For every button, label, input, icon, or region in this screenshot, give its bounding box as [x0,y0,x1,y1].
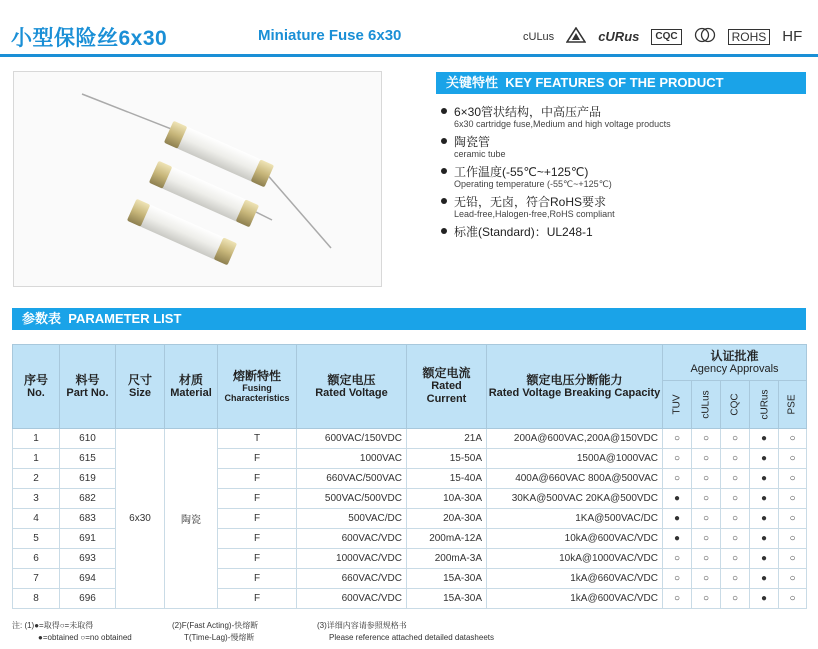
cell-no: 8 [13,589,60,609]
key-features-title-cn: 关键特性 [446,75,499,90]
header-size: 尺寸 Size [116,345,165,429]
cell-rated-voltage: 500VAC/500VDC [297,489,407,509]
parameter-list-header [12,308,806,330]
cell-rated-current: 15-40A [407,469,487,489]
parameter-list-title-cn: 参数表 [22,311,62,326]
bullet-icon [441,198,447,204]
cell-breaking-capacity: 1kA@600VAC/VDC [487,589,663,609]
cell-approval-pse: ○ [779,549,807,569]
cell-rated-current: 15A-30A [407,589,487,609]
cell-approval-culus: ○ [692,569,721,589]
cell-approval-curus: ● [750,489,779,509]
cell-no: 1 [13,429,60,449]
cell-no: 6 [13,549,60,569]
cell-approval-cqc: ○ [721,589,750,609]
list-item [441,195,801,220]
cell-rated-current: 21A [407,429,487,449]
list-item [441,105,801,130]
cell-part-no: 619 [60,469,116,489]
header-material: 材质 Material [165,345,218,429]
list-item [441,225,801,239]
cell-breaking-capacity: 10kA@1000VAC/VDC [487,549,663,569]
cell-approval-curus: ● [750,509,779,529]
tuv-logo [566,27,586,46]
cell-approval-tuv: ○ [663,469,692,489]
cell-material: 陶瓷 [165,429,218,609]
cell-part-no: 615 [60,449,116,469]
cell-approval-cqc: ○ [721,449,750,469]
cell-approval-curus: ● [750,529,779,549]
cell-approval-cqc: ○ [721,569,750,589]
feature-en: Lead-free,Halogen-free,RoHS compliant [454,209,615,219]
header-agency-curus: cURus [750,381,779,429]
feature-en: Operating temperature (-55℃~+125℃) [454,179,612,189]
cell-rated-current: 10A-30A [407,489,487,509]
cell-approval-cqc: ○ [721,469,750,489]
cell-approval-tuv: ○ [663,449,692,469]
cell-rated-voltage: 600VAC/VDC [297,589,407,609]
cell-breaking-capacity: 30KA@500VAC 20KA@500VDC [487,489,663,509]
cell-no: 1 [13,449,60,469]
cell-fusing: F [218,529,297,549]
cell-part-no: 683 [60,509,116,529]
cell-approval-pse: ○ [779,469,807,489]
cell-no: 3 [13,489,60,509]
cell-approval-tuv: ● [663,529,692,549]
cell-approval-pse: ○ [779,589,807,609]
bullet-icon [441,228,447,234]
feature-en: 6x30 cartridge fuse,Medium and high voltage products [454,119,671,129]
header-agency-culus: cULus [692,381,721,429]
cell-approval-pse: ○ [779,429,807,449]
header-divider [0,54,818,57]
feature-cn: 工作温度(-55℃~+125℃) [454,165,589,179]
cell-fusing: F [218,549,297,569]
list-item [441,165,801,190]
cell-rated-voltage: 600VAC/VDC [297,529,407,549]
parameter-table [12,344,807,609]
cell-approval-pse: ○ [779,509,807,529]
cell-approval-curus: ● [750,449,779,469]
note-1-cn: 注: (1)●=取得○=未取得 [12,621,94,630]
feature-cn: 无铅，无卤，符合RoHS要求 [454,195,607,209]
cell-rated-voltage: 1000VAC [297,449,407,469]
pse-logo [694,27,716,46]
cell-approval-culus: ○ [692,589,721,609]
cell-approval-cqc: ○ [721,529,750,549]
cell-approval-curus: ● [750,429,779,449]
cell-approval-pse: ○ [779,569,807,589]
note-3-en: Please reference attached detailed datasheets [329,633,495,642]
cell-part-no: 682 [60,489,116,509]
header-agency-pse: PSE [779,381,807,429]
cell-part-no: 694 [60,569,116,589]
rohs-logo: ROHS [728,29,771,45]
cell-approval-tuv: ○ [663,589,692,609]
cell-breaking-capacity: 200A@600VAC,200A@150VDC [487,429,663,449]
key-features-header [436,72,806,94]
list-item [441,135,801,160]
cell-rated-current: 200mA-3A [407,549,487,569]
cell-approval-curus: ● [750,469,779,489]
page-title-cn: 小型保险丝6x30 [11,27,168,50]
cell-approval-cqc: ○ [721,509,750,529]
cell-rated-current: 20A-30A [407,509,487,529]
cell-fusing: F [218,469,297,489]
cell-breaking-capacity: 1kA@660VAC/VDC [487,569,663,589]
cell-rated-voltage: 660VAC/500VAC [297,469,407,489]
cell-rated-current: 15-50A [407,449,487,469]
header-rated-voltage: 额定电压 Rated Voltage [297,345,407,429]
header-fusing: 熔断特性 Fusing Characteristics [218,345,297,429]
cell-approval-culus: ○ [692,489,721,509]
cell-approval-curus: ● [750,589,779,609]
cell-approval-curus: ● [750,549,779,569]
note-1-en: ●=obtained ○=no obtained [38,633,132,642]
cell-rated-voltage: 660VAC/VDC [297,569,407,589]
feature-cn: 标准(Standard)：UL248-1 [454,225,593,239]
cell-approval-culus: ○ [692,549,721,569]
cell-no: 7 [13,569,60,589]
cell-approval-tuv: ● [663,489,692,509]
header-no: 序号 No. [13,345,60,429]
header-agency-approvals: 认证批准 Agency Approvals [663,345,807,381]
certification-logos [523,27,802,46]
parameter-list-title-en: PARAMETER LIST [68,311,182,326]
cell-approval-pse: ○ [779,449,807,469]
cell-rated-current: 15A-30A [407,569,487,589]
cell-rated-current: 200mA-12A [407,529,487,549]
cell-approval-cqc: ○ [721,429,750,449]
bullet-icon [441,108,447,114]
cell-size: 6x30 [116,429,165,609]
cell-approval-tuv: ● [663,509,692,529]
header-part-no: 料号 Part No. [60,345,116,429]
cell-approval-tuv: ○ [663,569,692,589]
cell-breaking-capacity: 400A@660VAC 800A@500VAC [487,469,663,489]
cell-approval-tuv: ○ [663,549,692,569]
feature-cn: 6×30管状结构，中高压产品 [454,105,602,119]
culus-logo: cULus [523,30,555,43]
page-title-en: Miniature Fuse 6x30 [258,27,402,44]
cell-part-no: 610 [60,429,116,449]
cell-part-no: 693 [60,549,116,569]
cell-approval-tuv: ○ [663,429,692,449]
cell-approval-curus: ● [750,569,779,589]
cell-approval-culus: ○ [692,469,721,489]
cell-breaking-capacity: 1KA@500VAC/DC [487,509,663,529]
cell-rated-voltage: 1000VAC/VDC [297,549,407,569]
cell-part-no: 691 [60,529,116,549]
cell-fusing: F [218,569,297,589]
cell-approval-cqc: ○ [721,549,750,569]
curus-logo: cURus [598,29,640,44]
cell-no: 2 [13,469,60,489]
feature-en: ceramic tube [454,149,506,159]
table-row [13,429,807,449]
bullet-icon [441,168,447,174]
product-photo [13,71,382,287]
note-2-cn: (2)F(Fast Acting)-快熔断 [172,621,259,630]
cell-approval-culus: ○ [692,449,721,469]
cell-approval-culus: ○ [692,529,721,549]
cell-no: 5 [13,529,60,549]
cell-fusing: F [218,509,297,529]
bullet-icon [441,138,447,144]
feature-cn: 陶瓷管 [454,135,491,149]
key-features-list [441,105,801,244]
cell-part-no: 696 [60,589,116,609]
cell-rated-voltage: 500VAC/DC [297,509,407,529]
cell-fusing: F [218,449,297,469]
header-agency-tuv: TUV [663,381,692,429]
cell-approval-pse: ○ [779,489,807,509]
cell-rated-voltage: 600VAC/150VDC [297,429,407,449]
cell-fusing: F [218,589,297,609]
cell-approval-culus: ○ [692,429,721,449]
cell-no: 4 [13,509,60,529]
cell-approval-pse: ○ [779,529,807,549]
cell-approval-culus: ○ [692,509,721,529]
cell-fusing: F [218,489,297,509]
note-2-en: T(Time-Lag)-慢熔断 [184,633,255,642]
cell-breaking-capacity: 1500A@1000VAC [487,449,663,469]
header-breaking-capacity: 额定电压分断能力 Rated Voltage Breaking Capacity [487,345,663,429]
cell-breaking-capacity: 10kA@600VAC/VDC [487,529,663,549]
key-features-title-en: KEY FEATURES OF THE PRODUCT [505,75,724,90]
header-agency-cqc: CQC [721,381,750,429]
cell-fusing: T [218,429,297,449]
cqc-logo: CQC [651,29,681,45]
note-3-cn: (3)详细内容请参照规格书 [317,621,407,630]
header-rated-current: 额定电流 Rated Current [407,345,487,429]
cell-approval-cqc: ○ [721,489,750,509]
hf-logo: HF [782,28,803,45]
